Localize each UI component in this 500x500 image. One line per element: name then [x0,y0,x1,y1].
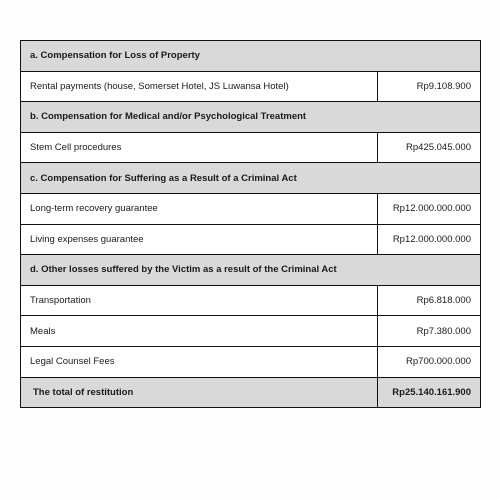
table-row [21,346,481,377]
section-header-row [21,163,481,194]
item-amount: Rp7.380.000 [378,316,481,347]
item-amount: Rp9.108.900 [378,71,481,102]
table-row [21,132,481,163]
table-row [21,224,481,255]
table-row [21,316,481,347]
table-row [21,71,481,102]
item-amount: Rp12.000.000.000 [378,224,481,255]
table-row [21,193,481,224]
item-amount: Rp12.000.000.000 [378,193,481,224]
section-header-row [21,102,481,133]
section-heading-medical: b. Compensation for Medical and/or Psychological Treatment [21,102,481,133]
section-header-row [21,41,481,72]
item-label: Living expenses guarantee [21,224,378,255]
item-label: Stem Cell procedures [21,132,378,163]
total-amount: Rp25.140.161.900 [378,377,481,408]
table-row [21,285,481,316]
item-label: Long-term recovery guarantee [21,193,378,224]
section-heading-suffering: c. Compensation for Suffering as a Result of a Criminal Act [21,163,481,194]
item-amount: Rp425.045.000 [378,132,481,163]
restitution-table [20,40,481,408]
item-label: Transportation [21,285,378,316]
item-label: Legal Counsel Fees [21,346,378,377]
section-heading-other-losses: d. Other losses suffered by the Victim as a result of the Criminal Act [21,255,481,286]
item-amount: Rp6.818.000 [378,285,481,316]
section-heading-property: a. Compensation for Loss of Property [21,41,481,72]
total-label: The total of restitution [21,377,378,408]
total-row [21,377,481,408]
item-label: Meals [21,316,378,347]
item-label: Rental payments (house, Somerset Hotel, JS Luwansa Hotel) [21,71,378,102]
section-header-row [21,255,481,286]
item-amount: Rp700.000.000 [378,346,481,377]
